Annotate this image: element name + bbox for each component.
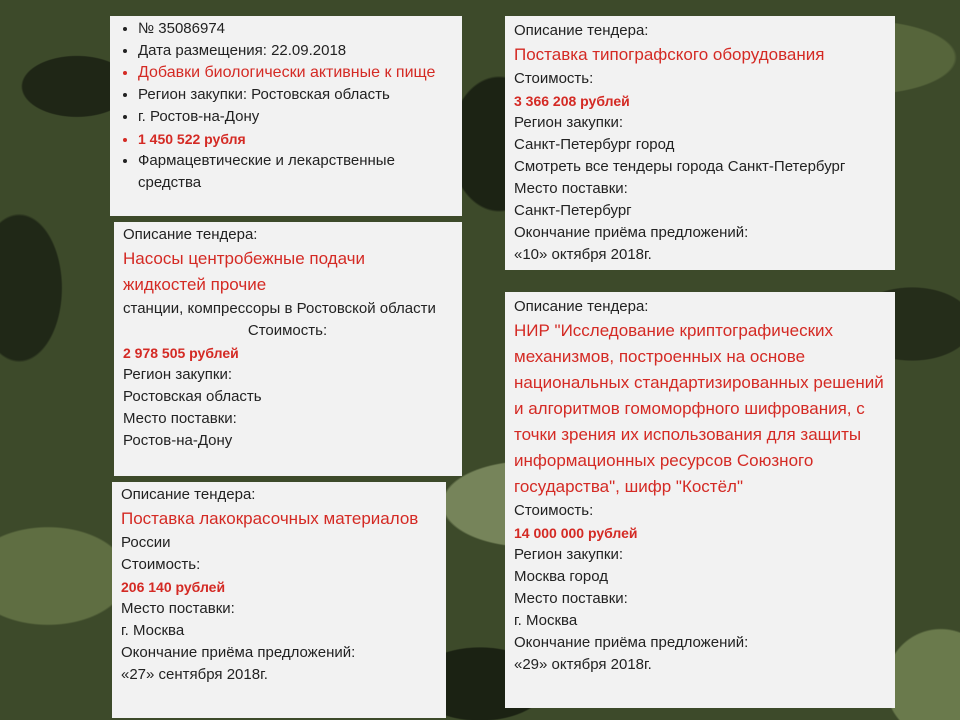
tender-title: Насосы центробежные подачи жидкостей прочие (123, 249, 366, 294)
place-label: Место поставки: (121, 600, 235, 617)
tender-bullet-list (114, 18, 452, 194)
tender-title: Поставка типографского оборудования (514, 45, 825, 64)
bullet-item: • Регион закупки: Ростовская область (138, 84, 452, 106)
tender-subtitle: станции, компрессоры в Ростовской области (123, 300, 436, 317)
deadline-value: «29» октября 2018г. (514, 656, 652, 673)
all-tenders-link[interactable]: Смотреть все тендеры города Санкт-Петербург (514, 158, 846, 175)
bullet-item: • № 35086974 (138, 18, 452, 40)
region-value: Ростовская область (123, 388, 262, 405)
tender-card-paints (112, 482, 446, 718)
tender-title: НИР "Исследование криптографических механизмов, построенных на основе национальных стандартизированных решений и алгоритмов гомоморфного шифрования, с точки зрения их использования для защиты информационных ресурсов Союзного государства", шифр "Костёл" (514, 321, 884, 496)
region-label: Регион закупки: (514, 546, 624, 563)
cost-label: Стоимость: (121, 556, 201, 573)
desc-label: Описание тендера: (514, 298, 649, 315)
bullet-item: • Дата размещения: 22.09.2018 (138, 40, 452, 62)
region-value: Москва город (514, 568, 608, 585)
cost-label: Стоимость: (514, 502, 594, 519)
place-label: Место поставки: (123, 410, 237, 427)
cost-label: Стоимость: (247, 322, 328, 339)
deadline-value: «27» сентября 2018г. (121, 666, 268, 683)
region-value: Санкт-Петербург город (514, 136, 675, 153)
tender-card-pumps (114, 222, 462, 476)
cost-value: 206 140 рублей (121, 579, 226, 595)
cost-value: 3 366 208 рублей (514, 93, 630, 109)
tender-subtitle: России (121, 534, 171, 551)
cost-label: Стоимость: (514, 70, 594, 87)
tender-title: Поставка лакокрасочных материалов (121, 509, 419, 528)
place-value: Ростов-на-Дону (123, 432, 233, 449)
tender-card-research (505, 292, 895, 708)
deadline-label: Окончание приёма предложений: (121, 644, 356, 661)
region-label: Регион закупки: (514, 114, 624, 131)
place-value: г. Москва (121, 622, 185, 639)
cost-value: 14 000 000 рублей (514, 525, 638, 541)
region-label: Регион закупки: (123, 366, 233, 383)
tender-card-bullets (110, 16, 462, 216)
desc-label: Описание тендера: (514, 22, 649, 39)
deadline-value: «10» октября 2018г. (514, 246, 652, 263)
bullet-item: • Добавки биологически активные к пище (138, 62, 452, 84)
tender-card-printing (505, 16, 895, 270)
cost-value: 2 978 505 рублей (123, 345, 239, 361)
place-label: Место поставки: (514, 590, 628, 607)
bullet-item: • Фармацевтические и лекарственные средства (138, 150, 452, 194)
bullet-item: • г. Ростов-на-Дону (138, 106, 452, 128)
place-value: Санкт-Петербург (514, 202, 632, 219)
desc-label: Описание тендера: (121, 486, 256, 503)
deadline-label: Окончание приёма предложений: (514, 634, 749, 651)
place-label: Место поставки: (514, 180, 628, 197)
desc-label: Описание тендера: (123, 226, 258, 243)
place-value: г. Москва (514, 612, 578, 629)
deadline-label: Окончание приёма предложений: (514, 224, 749, 241)
bullet-item: • 1 450 522 рубля (138, 128, 452, 150)
